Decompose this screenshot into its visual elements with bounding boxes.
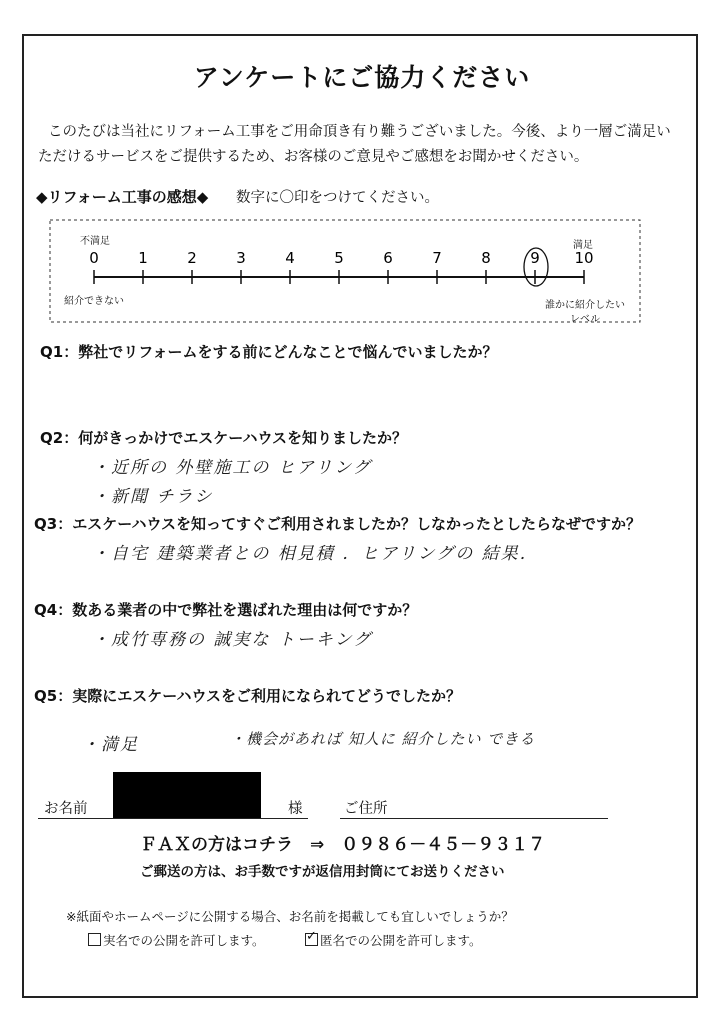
publish-question: ※紙面やホームページに公開する場合、お名前を掲載しても宜しいでしょうか？ (66, 909, 514, 924)
rating-scale (0, 0, 724, 340)
redacted-name (113, 772, 261, 818)
intro-line-1: このたびは当社にリフォーム工事をご用命頂き有り難うございました。今後、より一層ご満足い (48, 124, 671, 140)
question-5: Q5：実際にエスケーハウスをご利用になられてどうでしたか？ (34, 687, 461, 705)
scale-label-2: 2 (187, 249, 197, 267)
scale-label-5: 5 (334, 249, 344, 267)
name-underline (38, 818, 308, 819)
address-label: ご住所 (344, 801, 388, 817)
option-anonymous[interactable] (305, 931, 482, 949)
option-anonymous-checkbox[interactable] (305, 933, 318, 946)
question-3: Q3：エスケーハウスを知ってすぐご利用されましたか？しなかったとしたらなぜですか？ (34, 515, 641, 533)
question-1: Q1：弊社でリフォームをする前にどんなことで悩んでいましたか？ (40, 343, 498, 361)
answer-2-2: ・新聞 チラシ (92, 487, 214, 507)
fax-line: ＦＡＸの方はコチラ ⇒ ０９８６－４５－９３１７ (140, 835, 546, 855)
scale-label-3: 3 (236, 249, 246, 267)
scale-group (89, 248, 593, 286)
page-title: アンケートにご協力ください (193, 63, 531, 92)
answer-2-1: ・近所の 外壁施工の ヒアリング (92, 458, 372, 478)
option-anonymous-label: 匿名での公開を許可します。 (320, 933, 482, 948)
scale-label-4: 4 (285, 249, 295, 267)
scale-label-9: 9 (530, 249, 540, 267)
scale-label-10: 10 (574, 249, 594, 267)
rating-heading: ◆リフォーム工事の感想◆ (36, 188, 209, 206)
scale-label-1: 1 (138, 249, 148, 267)
scale-label-8: 8 (481, 249, 491, 267)
answer-5-2: ・機会があれば 知人に 紹介したい できる (230, 730, 536, 748)
right-bottom-label-1: 誰かに紹介したい (545, 300, 625, 311)
answer-5-1: ・満足 (82, 735, 139, 755)
mail-line: ご郵送の方は、お手数ですが返信用封筒にてお送りください (140, 864, 505, 880)
right-bottom-label-2: レベル (570, 314, 600, 325)
scale-label-0: 0 (89, 249, 99, 267)
answer-4-1: ・成竹専務の 誠実な トーキング (92, 630, 373, 650)
option-real-name-label: 実名での公開を許可します。 (103, 933, 265, 948)
intro-line-2: ただけるサービスをご提供するため、お客様のご意見やご感想をお聞かせください。 (38, 149, 589, 165)
left-bottom-label: 紹介できない (64, 296, 124, 307)
option-real-name-checkbox[interactable] (88, 933, 101, 946)
honorific: 様 (288, 801, 303, 817)
question-4: Q4：数ある業者の中で弊社を選ばれた理由は何ですか？ (34, 601, 418, 619)
address-underline (340, 818, 608, 819)
question-2: Q2：何がきっかけでエスケーハウスを知りましたか？ (40, 429, 407, 447)
option-real-name[interactable] (88, 931, 265, 949)
right-top-label: 満足 (573, 240, 593, 251)
scale-label-7: 7 (432, 249, 442, 267)
answer-3-1: ・自宅 建築業者との 相見積 ．ヒアリングの 結果． (92, 544, 539, 564)
name-label: お名前 (44, 801, 88, 817)
rating-instruction: 数字に〇印をつけてください。 (236, 190, 439, 206)
left-top-label: 不満足 (80, 236, 110, 247)
scale-label-6: 6 (383, 249, 393, 267)
